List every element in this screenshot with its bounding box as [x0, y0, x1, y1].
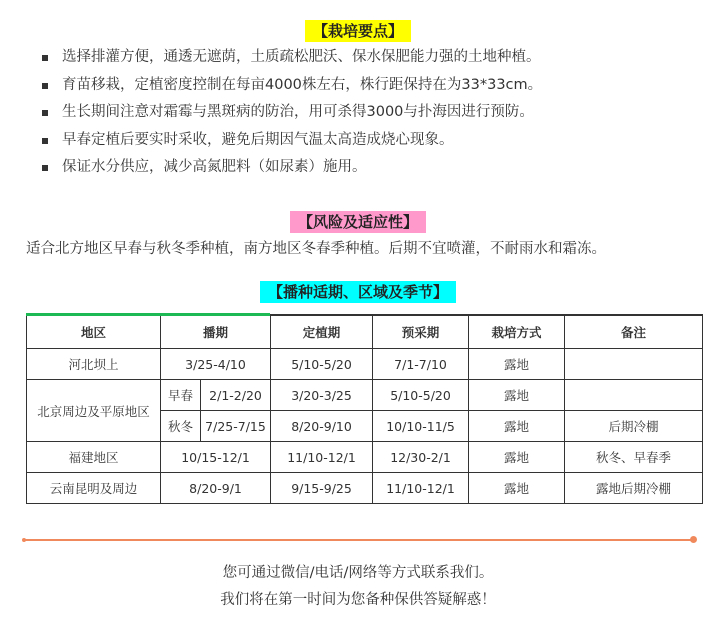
list-item-text: 生长期间注意对霜霉与黑斑病的防治，用可杀得3000与扑海因进行预防。	[62, 104, 534, 120]
header-sowing: 播期	[161, 315, 271, 349]
list-item-text: 选择排灌方便，通透无遮荫，土质疏松肥沃、保水保肥能力强的土地种植。	[62, 49, 541, 65]
cell-harvest: 10/10-11/5	[373, 411, 469, 442]
header-planting: 定植期	[271, 315, 373, 349]
cell-planting: 9/15-9/25	[271, 473, 373, 504]
section-divider	[24, 539, 692, 541]
cell-notes: 秋冬、早春季	[565, 442, 703, 473]
bullet-icon	[42, 165, 48, 171]
cultivation-title: 【栽培要点】	[305, 20, 411, 42]
cell-method: 露地	[469, 442, 565, 473]
list-item	[42, 99, 702, 127]
cell-sowing: 10/15-12/1	[161, 442, 271, 473]
cell-notes	[565, 349, 703, 380]
cell-harvest: 12/30-2/1	[373, 442, 469, 473]
contact-line-2: 我们将在第一时间为您备种保供答疑解惑！	[220, 592, 496, 608]
cell-region: 云南昆明及周边	[27, 473, 161, 504]
schedule-title: 【播种适期、区域及季节】	[260, 281, 456, 303]
risk-section-header	[0, 211, 716, 233]
list-item-text: 保证水分供应，减少高氮肥料（如尿素）施用。	[62, 159, 367, 175]
cell-method: 露地	[469, 380, 565, 411]
header-harvest: 预采期	[373, 315, 469, 349]
cell-notes: 后期冷棚	[565, 411, 703, 442]
cell-region: 河北坝上	[27, 349, 161, 380]
table-row	[27, 349, 703, 380]
cell-harvest: 11/10-12/1	[373, 473, 469, 504]
list-item	[42, 72, 702, 100]
cell-region: 福建地区	[27, 442, 161, 473]
cell-season: 早春	[161, 380, 201, 411]
table-row	[27, 442, 703, 473]
cell-sowing: 8/20-9/1	[161, 473, 271, 504]
cell-planting: 11/10-12/1	[271, 442, 373, 473]
cell-sowing: 3/25-4/10	[161, 349, 271, 380]
sowing-schedule-table	[26, 314, 703, 504]
cell-sowing: 7/25-7/15	[201, 411, 271, 442]
bullet-icon	[42, 138, 48, 144]
list-item-text: 早春定植后要实时采收，避免后期因气温太高造成烧心现象。	[62, 131, 454, 148]
list-item	[42, 44, 702, 72]
cell-notes	[565, 380, 703, 411]
list-item	[42, 154, 702, 182]
header-notes: 备注	[565, 315, 703, 349]
table-header-row	[27, 315, 703, 349]
cultivation-section-header	[0, 20, 716, 42]
cell-method: 露地	[469, 411, 565, 442]
cell-notes: 露地后期冷棚	[565, 473, 703, 504]
cell-sowing: 2/1-2/20	[201, 380, 271, 411]
cell-season: 秋冬	[161, 411, 201, 442]
header-method: 栽培方式	[469, 315, 565, 349]
risk-title: 【风险及适应性】	[290, 211, 426, 233]
table-row	[27, 473, 703, 504]
schedule-section-header	[0, 281, 716, 303]
cell-method: 露地	[469, 349, 565, 380]
risk-description: 适合北方地区早春与秋冬季种植，南方地区冬春季种植。后期不宜喷灌，不耐雨水和霜冻。	[26, 241, 606, 257]
cell-planting: 3/20-3/25	[271, 380, 373, 411]
cell-harvest: 7/1-7/10	[373, 349, 469, 380]
contact-line-1: 您可通过微信/电话/网络等方式联系我们。	[222, 565, 494, 581]
divider-end-dot	[690, 536, 697, 543]
cell-planting: 8/20-9/10	[271, 411, 373, 442]
list-item	[42, 127, 702, 155]
list-item-text: 育苗移栽，定植密度控制在每亩4000株左右，株行距保持在为33*33cm。	[62, 76, 543, 93]
bullet-icon	[42, 55, 48, 61]
header-region: 地区	[27, 315, 161, 349]
table-accent-bar	[26, 313, 270, 316]
bullet-icon	[42, 110, 48, 116]
cell-harvest: 5/10-5/20	[373, 380, 469, 411]
cell-planting: 5/10-5/20	[271, 349, 373, 380]
bullet-icon	[42, 83, 48, 89]
cultivation-list	[42, 44, 702, 182]
cell-method: 露地	[469, 473, 565, 504]
cell-region: 北京周边及平原地区	[27, 380, 161, 442]
table-row	[27, 380, 703, 411]
